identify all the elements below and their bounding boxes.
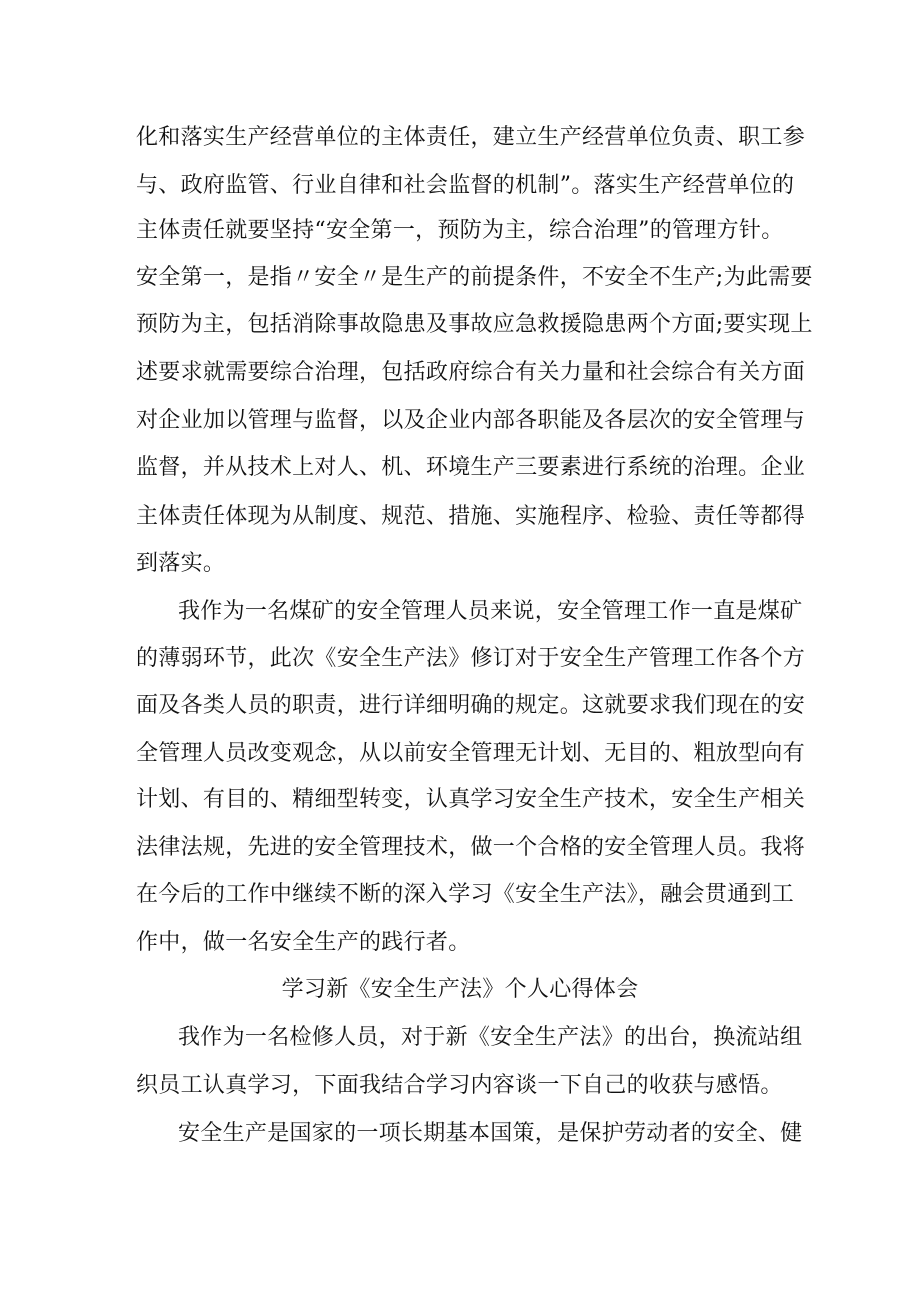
section-title: 学习新《安全生产法》个人心得体会 — [281, 977, 639, 1002]
text-line: 主体责任就要坚持“安全第一，预防为主，综合治理”的管理方针。 — [136, 218, 784, 243]
text-line: 在今后的工作中继续不断的深入学习《安全生产法》，融会贯通到工 — [136, 882, 795, 907]
text-line: 对企业加以管理与监督，以及企业内部各职能及各层次的安全管理与 — [136, 408, 806, 433]
text-line: 化和落实生产经营单位的主体责任，建立生产经营单位负责、职工参 — [136, 125, 806, 150]
text-line: 主体责任体现为从制度、规范、措施、实施程序、检验、责任等都得 — [136, 504, 806, 529]
text-line: 计划、有目的、精细型转变，认真学习安全生产技术，安全生产相关 — [136, 787, 806, 812]
text-line: 作中，做一名安全生产的践行者。 — [136, 930, 471, 955]
text-line: 监督，并从技术上对人、机、环境生产三要素进行系统的治理。企业 — [136, 455, 806, 480]
text-line: 我作为一名煤矿的安全管理人员来说，安全管理工作一直是煤矿 — [178, 599, 803, 624]
text-line: 织员工认真学习，下面我结合学习内容谈一下自己的收获与感悟。 — [136, 1073, 783, 1098]
text-line: 安全第一，是指〃安全〃是生产的前提条件，不安全不生产;为此需要 — [136, 265, 813, 290]
text-line: 法律法规，先进的安全管理技术，做一个合格的安全管理人员。我将 — [136, 835, 806, 860]
text-line: 我作为一名检修人员，对于新《安全生产法》的出台，换流站组 — [178, 1025, 803, 1050]
text-line: 述要求就需要综合治理，包括政府综合有关力量和社会综合有关方面 — [136, 360, 806, 385]
text-line: 面及各类人员的职责，进行详细明确的规定。这就要求我们现在的安 — [136, 693, 806, 718]
text-line: 全管理人员改变观念，从以前安全管理无计划、无目的、粗放型向有 — [136, 741, 806, 766]
text-line: 安全生产是国家的一项长期基本国策，是保护劳动者的安全、健 — [178, 1121, 803, 1146]
text-line: 的薄弱环节，此次《安全生产法》修订对于安全生产管理工作各个方 — [136, 646, 806, 671]
text-line: 到落实。 — [136, 551, 226, 576]
text-line: 与、政府监管、行业自律和社会监督的机制”。落实生产经营单位的 — [136, 173, 795, 198]
text-line: 预防为主，包括消除事故隐患及事故应急救援隐患两个方面;要实现上 — [136, 312, 813, 337]
